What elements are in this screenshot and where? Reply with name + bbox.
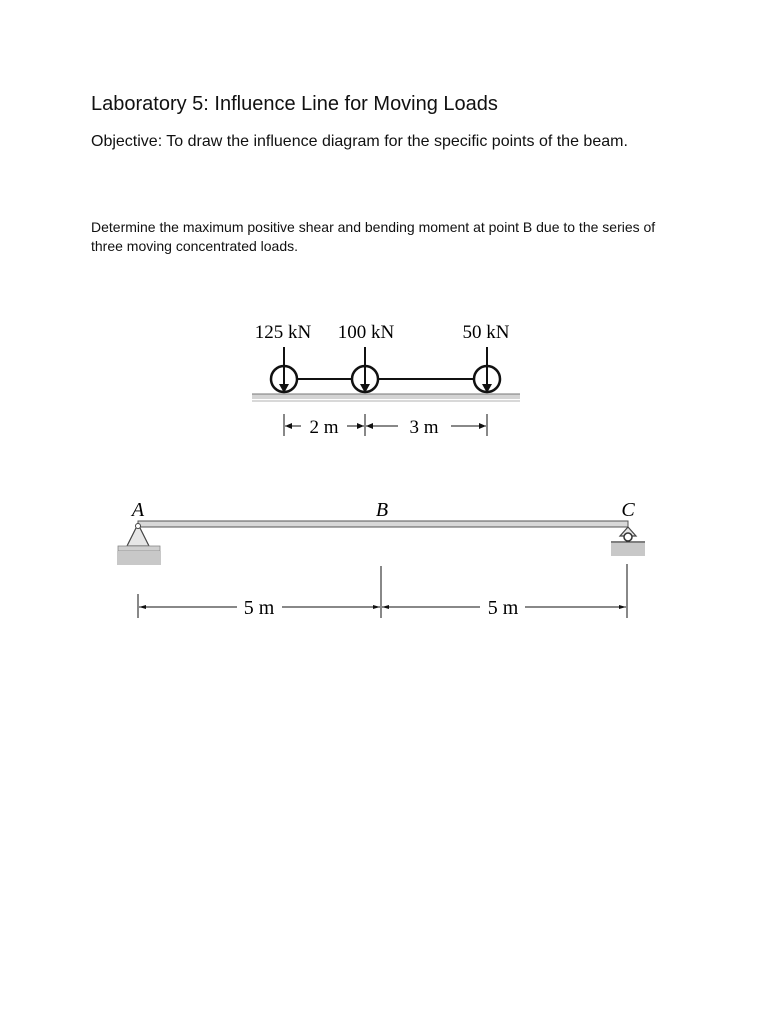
roller-support-c: [611, 527, 645, 556]
point-label-c: C: [621, 499, 635, 521]
load-label-3: 50 kN: [462, 322, 510, 343]
problem-statement: Determine the maximum positive shear and bending moment at point B due to the series of three moving concentrated loads.: [91, 219, 656, 254]
point-label-a: A: [131, 499, 145, 521]
spacing-label-2: 3 m: [409, 417, 439, 438]
span-label-ab: 5 m: [243, 597, 275, 619]
load-label-1: 125 kN: [254, 322, 312, 343]
objective-text: Objective: To draw the influence diagram for the specific points of the beam.: [91, 133, 628, 150]
point-label-b: B: [375, 499, 389, 521]
document-title: Laboratory 5: Influence Line for Moving Loads: [91, 93, 498, 115]
beam: [138, 521, 628, 527]
pin-support-a: [117, 524, 161, 566]
load-label-2: 100 kN: [337, 322, 395, 343]
spacing-label-1: 2 m: [309, 417, 339, 438]
span-label-bc: 5 m: [487, 597, 519, 619]
